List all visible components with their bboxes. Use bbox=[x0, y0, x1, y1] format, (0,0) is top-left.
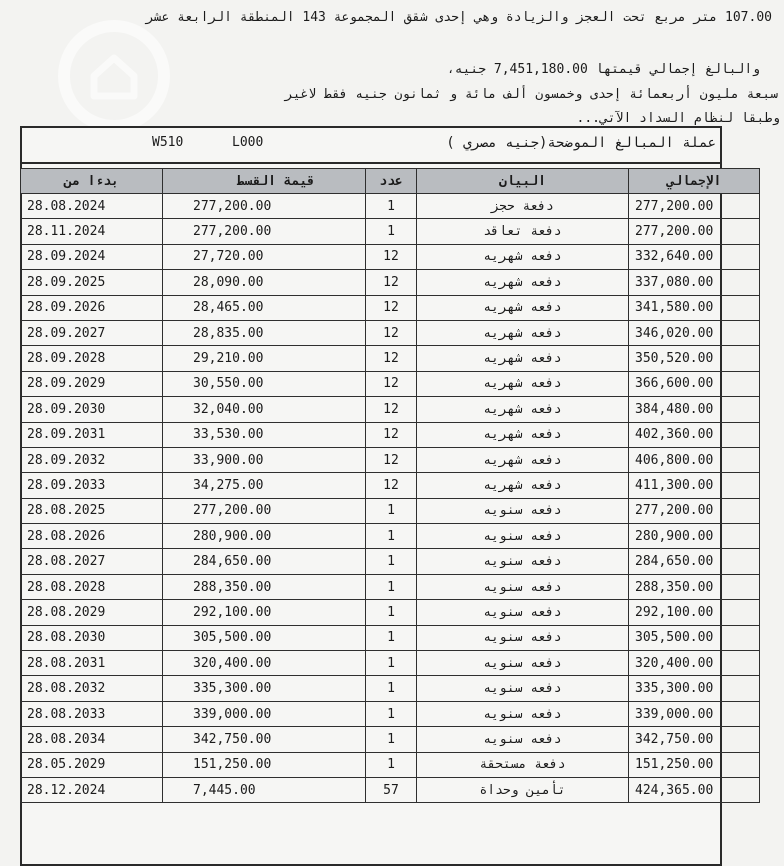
table-row bbox=[21, 346, 760, 371]
cell-start-date: 28.08.2028 bbox=[21, 574, 163, 599]
table-row bbox=[21, 473, 760, 498]
table-row bbox=[21, 295, 760, 320]
cell-count: 12 bbox=[366, 422, 417, 447]
cell-total: 284,650.00 bbox=[629, 549, 760, 574]
cell-count: 12 bbox=[366, 244, 417, 269]
cell-description: دفعه سنويه bbox=[417, 676, 629, 701]
cell-start-date: 28.08.2025 bbox=[21, 498, 163, 523]
table-row bbox=[21, 244, 760, 269]
header-installment: قيمة القسط bbox=[163, 169, 366, 194]
cell-total: 337,080.00 bbox=[629, 270, 760, 295]
cell-installment: 33,530.00 bbox=[163, 422, 366, 447]
cell-total: 406,800.00 bbox=[629, 447, 760, 472]
cell-count: 12 bbox=[366, 447, 417, 472]
cell-start-date: 28.09.2027 bbox=[21, 320, 163, 345]
header-start-date: بدءا من bbox=[21, 169, 163, 194]
cell-start-date: 28.08.2034 bbox=[21, 727, 163, 752]
cell-description: دفعة تعاقد bbox=[417, 219, 629, 244]
table-row bbox=[21, 574, 760, 599]
table-row bbox=[21, 625, 760, 650]
table-row bbox=[21, 270, 760, 295]
cell-count: 12 bbox=[366, 320, 417, 345]
cell-installment: 305,500.00 bbox=[163, 625, 366, 650]
cell-total: 151,250.00 bbox=[629, 752, 760, 777]
cell-description: دفعه سنويه bbox=[417, 549, 629, 574]
cell-count: 1 bbox=[366, 752, 417, 777]
cell-description: دفعه سنويه bbox=[417, 574, 629, 599]
cell-count: 1 bbox=[366, 651, 417, 676]
cell-installment: 342,750.00 bbox=[163, 727, 366, 752]
table-row bbox=[21, 397, 760, 422]
cell-start-date: 28.08.2033 bbox=[21, 701, 163, 726]
table-row bbox=[21, 524, 760, 549]
table-row bbox=[21, 651, 760, 676]
cell-description: دفعه شهريه bbox=[417, 244, 629, 269]
cell-description: دفعة حجز bbox=[417, 194, 629, 219]
cell-total: 424,365.00 bbox=[629, 777, 760, 802]
cell-count: 1 bbox=[366, 498, 417, 523]
cell-count: 1 bbox=[366, 194, 417, 219]
cell-installment: 339,000.00 bbox=[163, 701, 366, 726]
cell-description: دفعه شهريه bbox=[417, 447, 629, 472]
cell-start-date: 28.05.2029 bbox=[21, 752, 163, 777]
currency-row bbox=[20, 126, 722, 164]
cell-description: دفعه شهريه bbox=[417, 422, 629, 447]
cell-total: 346,020.00 bbox=[629, 320, 760, 345]
cell-installment: 33,900.00 bbox=[163, 447, 366, 472]
table-row bbox=[21, 320, 760, 345]
table-row bbox=[21, 600, 760, 625]
cell-description: تأمين وحداة bbox=[417, 777, 629, 802]
cell-count: 1 bbox=[366, 219, 417, 244]
cell-count: 1 bbox=[366, 701, 417, 726]
header-description: البيان bbox=[417, 169, 629, 194]
cell-total: 320,400.00 bbox=[629, 651, 760, 676]
cell-total: 277,200.00 bbox=[629, 194, 760, 219]
cell-installment: 27,720.00 bbox=[163, 244, 366, 269]
cell-total: 305,500.00 bbox=[629, 625, 760, 650]
cell-installment: 151,250.00 bbox=[163, 752, 366, 777]
cell-total: 411,300.00 bbox=[629, 473, 760, 498]
cell-total: 288,350.00 bbox=[629, 574, 760, 599]
table-row bbox=[21, 676, 760, 701]
cell-total: 332,640.00 bbox=[629, 244, 760, 269]
cell-count: 12 bbox=[366, 346, 417, 371]
cell-total: 280,900.00 bbox=[629, 524, 760, 549]
cell-total: 292,100.00 bbox=[629, 600, 760, 625]
cell-count: 1 bbox=[366, 676, 417, 701]
code-l000: L000 bbox=[232, 135, 264, 150]
payment-schedule-table bbox=[20, 168, 760, 803]
table-row bbox=[21, 194, 760, 219]
table-row bbox=[21, 371, 760, 396]
cell-start-date: 28.08.2029 bbox=[21, 600, 163, 625]
table-row bbox=[21, 752, 760, 777]
cell-total: 335,300.00 bbox=[629, 676, 760, 701]
cell-count: 1 bbox=[366, 625, 417, 650]
cell-count: 57 bbox=[366, 777, 417, 802]
table-row bbox=[21, 777, 760, 802]
cell-description: دفعه سنويه bbox=[417, 651, 629, 676]
cell-count: 1 bbox=[366, 574, 417, 599]
cell-description: دفعه شهريه bbox=[417, 295, 629, 320]
cell-start-date: 28.09.2028 bbox=[21, 346, 163, 371]
table-row bbox=[21, 549, 760, 574]
cell-description: دفعه سنويه bbox=[417, 701, 629, 726]
cell-description: دفعه سنويه bbox=[417, 498, 629, 523]
cell-installment: 7,445.00 bbox=[163, 777, 366, 802]
cell-description: دفعه سنويه bbox=[417, 600, 629, 625]
header-count: عدد bbox=[366, 169, 417, 194]
cell-count: 1 bbox=[366, 727, 417, 752]
cell-total: 342,750.00 bbox=[629, 727, 760, 752]
cell-total: 402,360.00 bbox=[629, 422, 760, 447]
cell-count: 12 bbox=[366, 473, 417, 498]
cell-total: 339,000.00 bbox=[629, 701, 760, 726]
currency-label: عملة المبالغ الموضحة(جنيه مصري ) bbox=[446, 135, 716, 151]
cell-installment: 280,900.00 bbox=[163, 524, 366, 549]
cell-start-date: 28.09.2026 bbox=[21, 295, 163, 320]
header-total: الإجمالي bbox=[629, 169, 760, 194]
cell-installment: 34,275.00 bbox=[163, 473, 366, 498]
cell-installment: 32,040.00 bbox=[163, 397, 366, 422]
cell-start-date: 28.08.2030 bbox=[21, 625, 163, 650]
cell-description: دفعه شهريه bbox=[417, 371, 629, 396]
table-row bbox=[21, 727, 760, 752]
cell-count: 12 bbox=[366, 270, 417, 295]
cell-start-date: 28.09.2025 bbox=[21, 270, 163, 295]
cell-installment: 277,200.00 bbox=[163, 498, 366, 523]
cell-installment: 28,465.00 bbox=[163, 295, 366, 320]
table-row bbox=[21, 422, 760, 447]
cell-description: دفعه شهريه bbox=[417, 320, 629, 345]
cell-description: دفعه شهريه bbox=[417, 346, 629, 371]
cell-start-date: 28.09.2031 bbox=[21, 422, 163, 447]
total-in-words-line: سبعة مليون أربعمائة إحدى وخمسون ألف مائة و ثمانون جنيه فقط لاغير bbox=[284, 87, 778, 102]
cell-installment: 30,550.00 bbox=[163, 371, 366, 396]
cell-description: دفعه شهريه bbox=[417, 397, 629, 422]
cell-count: 1 bbox=[366, 600, 417, 625]
cell-start-date: 28.08.2026 bbox=[21, 524, 163, 549]
cell-start-date: 28.08.2024 bbox=[21, 194, 163, 219]
cell-installment: 335,300.00 bbox=[163, 676, 366, 701]
payment-system-intro: وطبقا لنظام السداد الآتي... bbox=[576, 111, 780, 126]
cell-installment: 277,200.00 bbox=[163, 194, 366, 219]
table-header-row bbox=[21, 169, 760, 194]
cell-start-date: 28.08.2032 bbox=[21, 676, 163, 701]
cell-start-date: 28.08.2027 bbox=[21, 549, 163, 574]
code-w510: W510 bbox=[152, 135, 184, 150]
cell-start-date: 28.12.2024 bbox=[21, 777, 163, 802]
cell-total: 366,600.00 bbox=[629, 371, 760, 396]
unit-description-line: 107.00 متر مربع تحت العجز والزيادة وهي إحدى شقق المجموعة 143 المنطقة الرابعة عشر bbox=[145, 10, 772, 25]
home-icon bbox=[88, 50, 140, 102]
cell-start-date: 28.11.2024 bbox=[21, 219, 163, 244]
table-row bbox=[21, 498, 760, 523]
cell-installment: 320,400.00 bbox=[163, 651, 366, 676]
cell-description: دفعه سنويه bbox=[417, 727, 629, 752]
cell-installment: 28,835.00 bbox=[163, 320, 366, 345]
total-value-line: والبالغ إجمالي قيمتها 7,451,180.00 جنيه، bbox=[446, 62, 760, 77]
cell-installment: 284,650.00 bbox=[163, 549, 366, 574]
cell-description: دفعة مستحقة bbox=[417, 752, 629, 777]
cell-count: 12 bbox=[366, 397, 417, 422]
watermark-home-logo bbox=[58, 20, 170, 132]
cell-start-date: 28.09.2032 bbox=[21, 447, 163, 472]
cell-installment: 288,350.00 bbox=[163, 574, 366, 599]
cell-count: 12 bbox=[366, 295, 417, 320]
cell-description: دفعه شهريه bbox=[417, 473, 629, 498]
cell-total: 350,520.00 bbox=[629, 346, 760, 371]
cell-count: 12 bbox=[366, 371, 417, 396]
table-row bbox=[21, 701, 760, 726]
table-row bbox=[21, 447, 760, 472]
cell-total: 277,200.00 bbox=[629, 219, 760, 244]
table-row bbox=[21, 219, 760, 244]
cell-count: 1 bbox=[366, 524, 417, 549]
cell-start-date: 28.09.2024 bbox=[21, 244, 163, 269]
cell-count: 1 bbox=[366, 549, 417, 574]
cell-installment: 277,200.00 bbox=[163, 219, 366, 244]
cell-total: 341,580.00 bbox=[629, 295, 760, 320]
cell-start-date: 28.09.2033 bbox=[21, 473, 163, 498]
cell-start-date: 28.08.2031 bbox=[21, 651, 163, 676]
cell-start-date: 28.09.2029 bbox=[21, 371, 163, 396]
cell-installment: 28,090.00 bbox=[163, 270, 366, 295]
cell-description: دفعه سنويه bbox=[417, 524, 629, 549]
cell-installment: 292,100.00 bbox=[163, 600, 366, 625]
cell-start-date: 28.09.2030 bbox=[21, 397, 163, 422]
cell-total: 384,480.00 bbox=[629, 397, 760, 422]
cell-total: 277,200.00 bbox=[629, 498, 760, 523]
cell-installment: 29,210.00 bbox=[163, 346, 366, 371]
cell-description: دفعه سنويه bbox=[417, 625, 629, 650]
cell-description: دفعه شهريه bbox=[417, 270, 629, 295]
